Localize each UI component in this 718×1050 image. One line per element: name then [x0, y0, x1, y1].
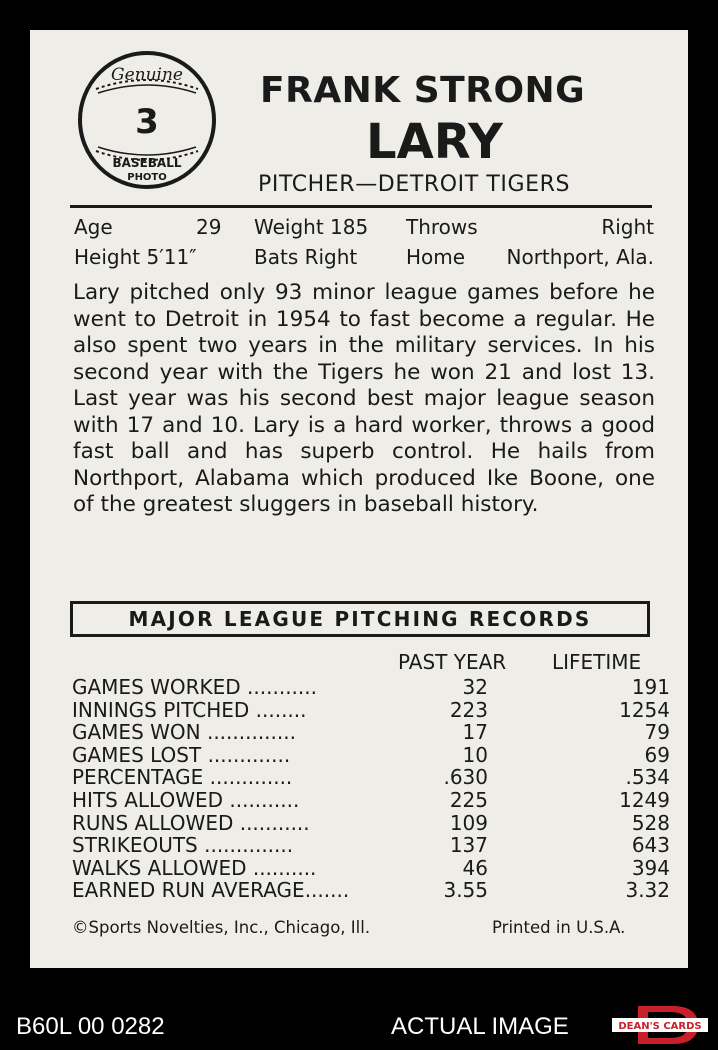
age-value: 29 — [196, 215, 222, 239]
record-past-year: 109 — [449, 810, 488, 835]
record-past-year: 10 — [462, 742, 488, 767]
column-past-year: PAST YEAR — [398, 650, 507, 674]
record-past-year: 46 — [462, 855, 488, 880]
card-back — [30, 30, 688, 968]
record-lifetime: 643 — [631, 833, 670, 858]
record-label: GAMES WON .............. — [72, 721, 296, 744]
player-last-name: LARY — [366, 114, 503, 170]
record-past-year: 32 — [462, 675, 488, 699]
svg-text:3: 3 — [135, 102, 159, 142]
throws-value: Right — [601, 215, 654, 239]
record-lifetime: 69 — [644, 742, 670, 767]
table-row — [72, 787, 670, 812]
table-row — [72, 765, 670, 790]
record-lifetime: 394 — [631, 855, 670, 880]
home-label: Home — [406, 245, 466, 269]
deans-cards-logo — [612, 1004, 708, 1046]
record-lifetime: 3.32 — [625, 878, 670, 903]
age-label: Age — [74, 215, 113, 239]
divider — [70, 205, 652, 208]
record-label: EARNED RUN AVERAGE....... — [72, 879, 350, 902]
svg-text:Genuine: Genuine — [111, 65, 183, 85]
record-past-year: .630 — [443, 765, 488, 790]
record-lifetime: 191 — [631, 675, 670, 699]
weight: Weight 185 — [254, 215, 369, 239]
table-row — [72, 675, 670, 699]
records-title: MAJOR LEAGUE PITCHING RECORDS — [70, 601, 650, 637]
table-row — [72, 810, 670, 835]
svg-text:BASEBALL: BASEBALL — [112, 156, 182, 170]
player-biography: Lary pitched only 93 minor league games before he went to Detroit in 1954 to fast become a regular. He also spent two years in the military services. In his second year with the Tigers he won 21 and lost 13. Last year was his second best major league season with 17 and 10. Lary is a hard worker, throws a good fast ball and has superb control. He hails from Northport, Alabama which produced Ike Boone, one of the greatest sluggers in baseball history. — [73, 280, 655, 517]
record-label: STRIKEOUTS .............. — [72, 834, 294, 857]
actual-image-label: ACTUAL IMAGE — [391, 1013, 569, 1040]
record-label: PERCENTAGE ............. — [72, 766, 293, 789]
copyright-notice: ©Sports Novelties, Inc., Chicago, Ill. — [72, 918, 371, 937]
height: Height 5′11″ — [74, 245, 197, 269]
record-label: RUNS ALLOWED ........... — [72, 811, 310, 835]
record-past-year: 223 — [449, 697, 488, 722]
printed-notice: Printed in U.S.A. — [492, 918, 626, 937]
svg-text:DEAN'S CARDS: DEAN'S CARDS — [618, 1021, 702, 1032]
table-row — [72, 855, 670, 880]
record-lifetime: 528 — [631, 810, 670, 835]
home-value: Northport, Ala. — [506, 245, 654, 269]
record-label: WALKS ALLOWED .......... — [72, 856, 317, 880]
player-first-middle-name: FRANK STRONG — [260, 70, 586, 111]
genuine-baseball-photo-logo — [76, 49, 218, 191]
record-label: HITS ALLOWED ........... — [72, 788, 300, 812]
table-row — [72, 742, 670, 767]
table-row — [72, 878, 670, 903]
throws-label: Throws — [406, 215, 478, 239]
player-position-team: PITCHER—DETROIT TIGERS — [258, 172, 571, 197]
record-lifetime: 79 — [644, 720, 670, 745]
pitching-records-table — [72, 675, 670, 903]
table-row — [72, 720, 670, 745]
table-row — [72, 697, 670, 722]
record-label: GAMES WORKED ........... — [72, 676, 317, 699]
record-past-year: 17 — [462, 720, 488, 745]
column-lifetime: LIFETIME — [552, 650, 642, 674]
svg-text:PHOTO: PHOTO — [127, 172, 167, 183]
record-past-year: 225 — [449, 787, 488, 812]
table-row — [72, 833, 670, 858]
record-past-year: 3.55 — [443, 878, 488, 903]
record-past-year: 137 — [449, 833, 488, 858]
record-lifetime: 1254 — [619, 697, 670, 722]
record-lifetime: .534 — [625, 765, 670, 790]
record-lifetime: 1249 — [619, 787, 670, 812]
inventory-id: B60L 00 0282 — [16, 1013, 165, 1040]
record-label: INNINGS PITCHED ........ — [72, 698, 307, 722]
record-label: GAMES LOST ............. — [72, 743, 291, 767]
bats: Bats Right — [254, 245, 358, 269]
